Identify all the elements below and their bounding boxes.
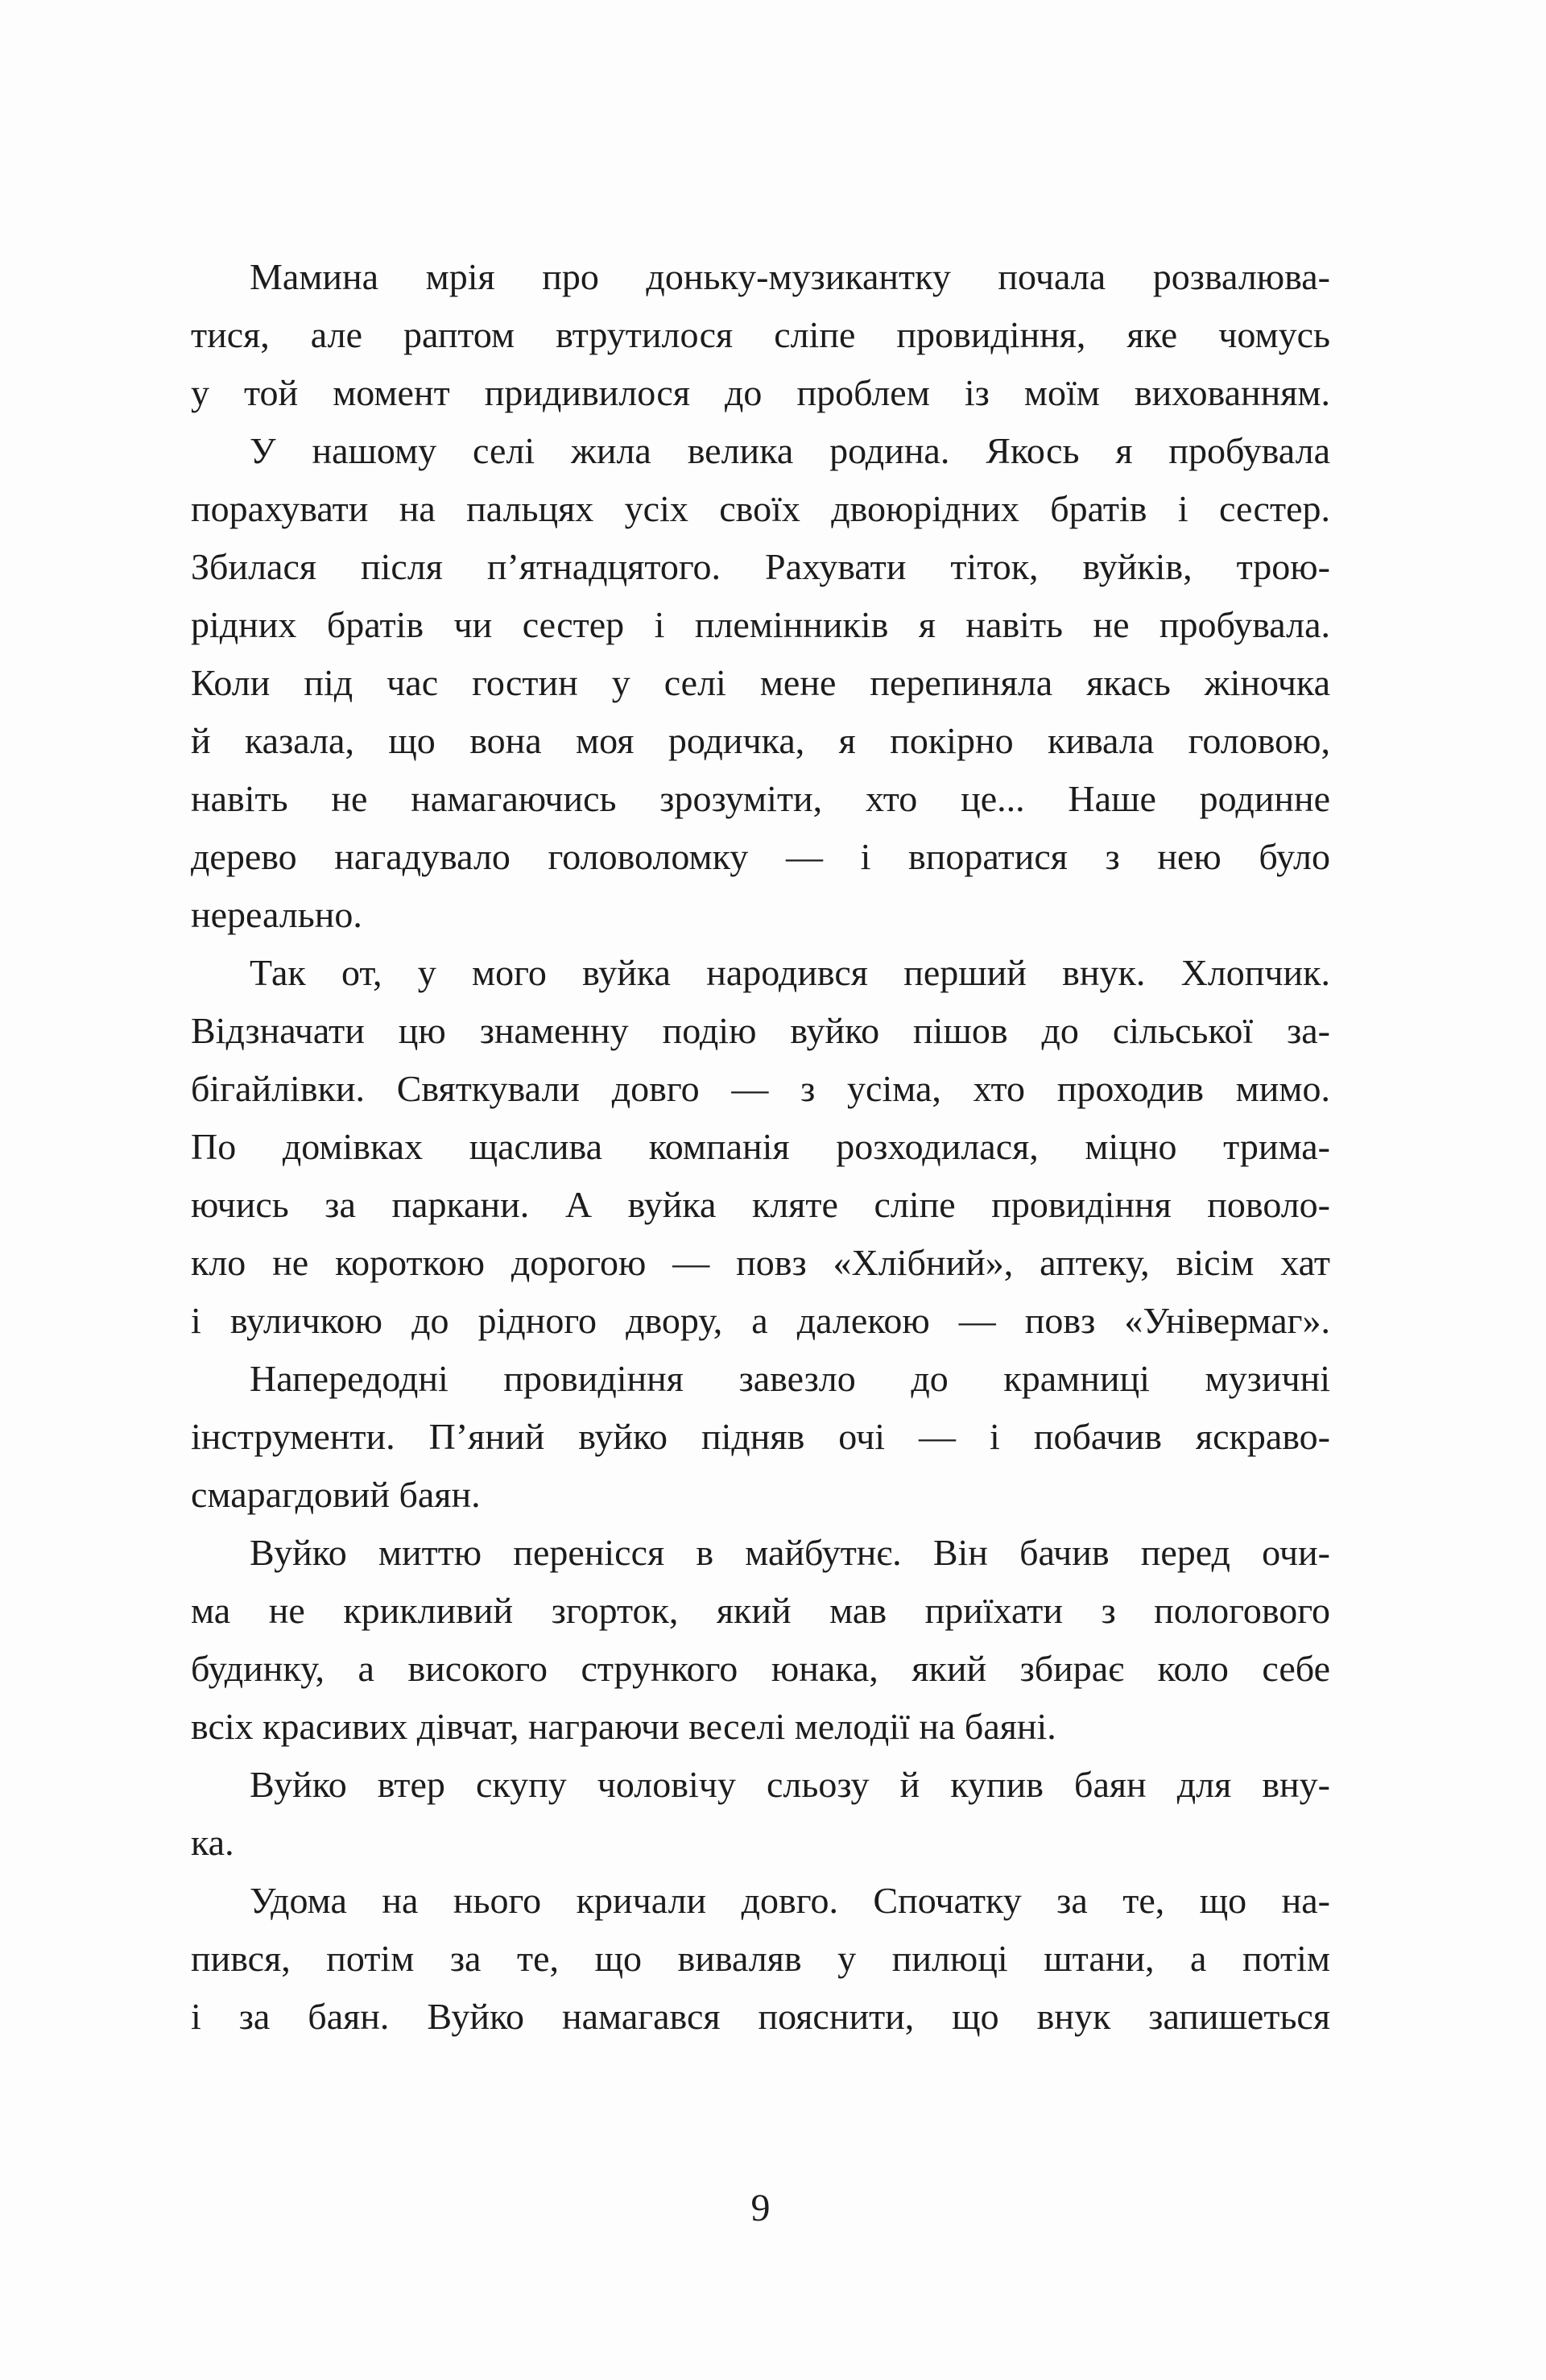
paragraph — [191, 1350, 1330, 1524]
text-line: У нашому селі жила велика родина. Якось я пробувала — [250, 430, 1330, 471]
text-line: По домівках щаслива компанія розходилася, міцно трима- — [191, 1126, 1330, 1167]
text-line: всіх красивих дівчат, награючи веселі мелодії на баяні. — [191, 1706, 1056, 1747]
text-line: інструменти. П’яний вуйко підняв очі — і побачив яскраво- — [191, 1416, 1330, 1457]
text-line: Коли під час гостин у селі мене перепиняла якась жіночка — [191, 662, 1330, 703]
text-line: і за баян. Вуйко намагався пояснити, що внук запишеться — [191, 1996, 1330, 2037]
text-line: Мамина мрія про доньку-музикантку почала розвалюва- — [250, 256, 1330, 297]
paragraph — [191, 944, 1330, 1350]
text-line: Напередодні провидіння завезло до крамниці музичні — [250, 1358, 1330, 1399]
text-line: будинку, а високого стрункого юнака, який збирає коло себе — [191, 1648, 1330, 1689]
text-line: порахувати на пальцях усіх своїх двоюрідних братів і сестер. — [191, 488, 1330, 529]
text-line: і вуличкою до рідного двору, а далекою — повз «Універмаг». — [191, 1300, 1330, 1341]
text-line: Вуйко втер скупу чоловічу сльозу й купив баян для вну- — [250, 1764, 1330, 1805]
text-line: дерево нагадувало головоломку — і впоратися з нею було — [191, 836, 1330, 877]
text-line: бігайлівки. Святкували довго — з усіма, хто проходив мимо. — [191, 1068, 1330, 1109]
text-line: кло не короткою дорогою — повз «Хлібний», аптеку, вісім хат — [191, 1242, 1330, 1283]
paragraph — [191, 1524, 1330, 1756]
text-line: ма не крикливий згорток, який мав приїхати з пологового — [191, 1590, 1330, 1631]
paragraph — [191, 1872, 1330, 2046]
text-line: нереально. — [191, 894, 362, 935]
text-line: Збилася після п’ятнадцятого. Рахувати тіток, вуйків, трою- — [191, 546, 1330, 587]
text-line: ка. — [191, 1822, 234, 1863]
text-line: Відзначати цю знаменну подію вуйко пішов до сільської за- — [191, 1010, 1330, 1051]
text-line: тися, але раптом втрутилося сліпе провидіння, яке чомусь — [191, 314, 1330, 355]
text-line: рідних братів чи сестер і племінників я навіть не пробувала. — [191, 604, 1330, 645]
page-number: 9 — [750, 2187, 771, 2229]
paragraph — [191, 1756, 1330, 1872]
paragraph — [191, 422, 1330, 944]
text-line: навіть не намагаючись зрозуміти, хто це... Наше родинне — [191, 778, 1330, 819]
text-line: смарагдовий баян. — [191, 1474, 481, 1515]
paragraph — [191, 248, 1330, 422]
text-line: Так от, у мого вуйка народився перший внук. Хлопчик. — [250, 952, 1330, 993]
text-line: й казала, що вона моя родичка, я покірно кивала головою, — [191, 720, 1330, 761]
text-line: Удома на нього кричали довго. Спочатку за те, що на- — [250, 1880, 1330, 1921]
text-line: пився, потім за те, що виваляв у пилюці штани, а потім — [191, 1938, 1330, 1979]
text-line: у той момент придивилося до проблем із моїм вихованням. — [191, 372, 1330, 413]
text-line: ючись за паркани. А вуйка кляте сліпе провидіння поволо- — [191, 1184, 1330, 1225]
page-text-block — [191, 248, 1330, 2046]
text-line: Вуйко миттю перенісся в майбутнє. Він бачив перед очи- — [250, 1532, 1330, 1573]
